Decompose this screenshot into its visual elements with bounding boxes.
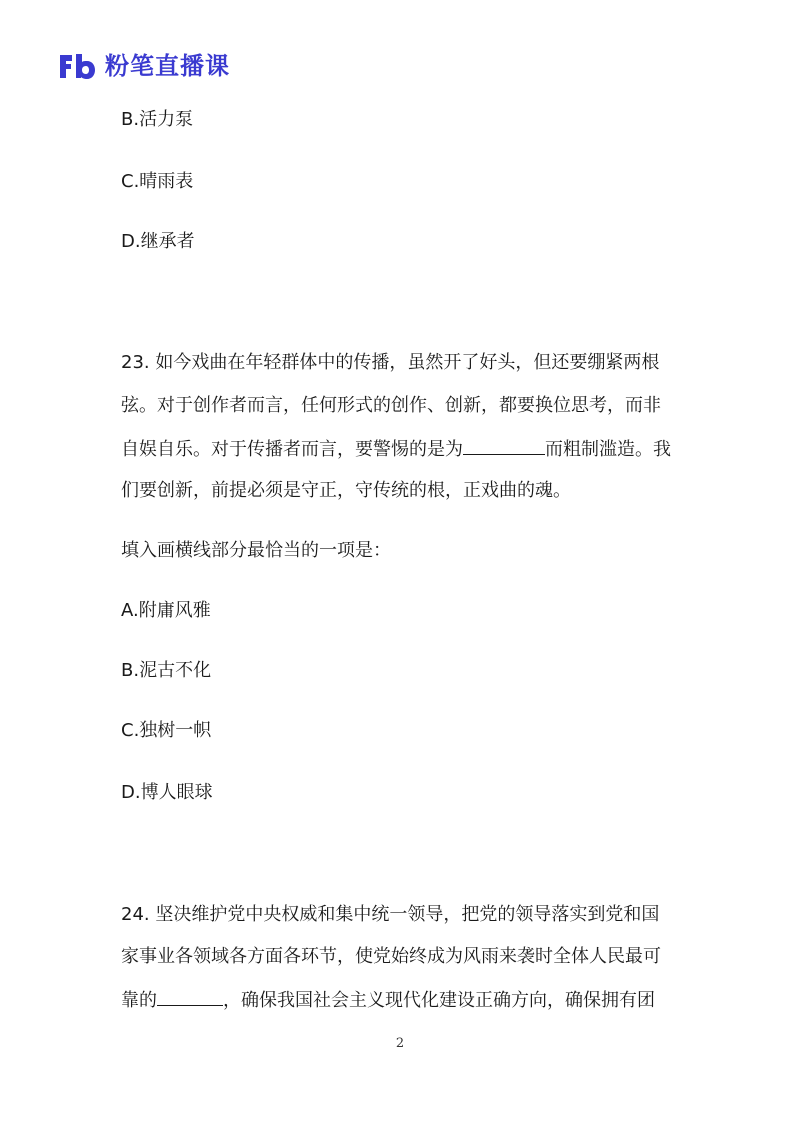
q24-stem-line-2: 家事业各领域各方面各环节，使党始终成为风雨来袭时全体人民最可	[121, 946, 661, 967]
logo-text: 粉笔直播课	[105, 52, 230, 80]
q24-stem-text: 靠的	[121, 990, 157, 1011]
q24-stem-line-3	[121, 987, 655, 1013]
q23-option-d: D.博人眼球	[121, 782, 213, 803]
answer-blank	[463, 436, 545, 455]
q23-option-b: B.泥古不化	[121, 660, 212, 681]
q23-stem-line-2: 弦。对于创作者而言，任何形式的创作、创新，都要换位思考，而非	[121, 395, 661, 416]
q23-stem-line-1: 23. 如今戏曲在年轻群体中的传播，虽然开了好头，但还要绷紧两根	[121, 352, 660, 373]
q23-stem-text: 自娱自乐。对于传播者而言，要警惕的是为	[121, 439, 463, 460]
q23-stem-text: 而粗制滥造。我	[545, 439, 671, 460]
fenbi-logo-icon	[57, 51, 97, 81]
q23-option-a: A.附庸风雅	[121, 600, 211, 621]
q22-option-d: D.继承者	[121, 231, 195, 252]
q22-option-c: C.晴雨表	[121, 171, 194, 192]
q23-stem-line-4: 们要创新，前提必须是守正，守传统的根，正戏曲的魂。	[121, 480, 571, 501]
q22-option-b: B.活力泵	[121, 109, 194, 130]
q23-option-c: C.独树一帜	[121, 720, 212, 741]
q24-stem-text: ，确保我国社会主义现代化建设正确方向，确保拥有团	[223, 990, 655, 1011]
page-number: 2	[395, 1036, 405, 1051]
brand-logo	[57, 51, 230, 81]
q23-prompt: 填入画横线部分最恰当的一项是：	[121, 540, 391, 561]
q24-stem-line-1: 24. 坚决维护党中央权威和集中统一领导，把党的领导落实到党和国	[121, 904, 660, 925]
q23-stem-line-3	[121, 436, 671, 462]
answer-blank	[157, 987, 223, 1006]
